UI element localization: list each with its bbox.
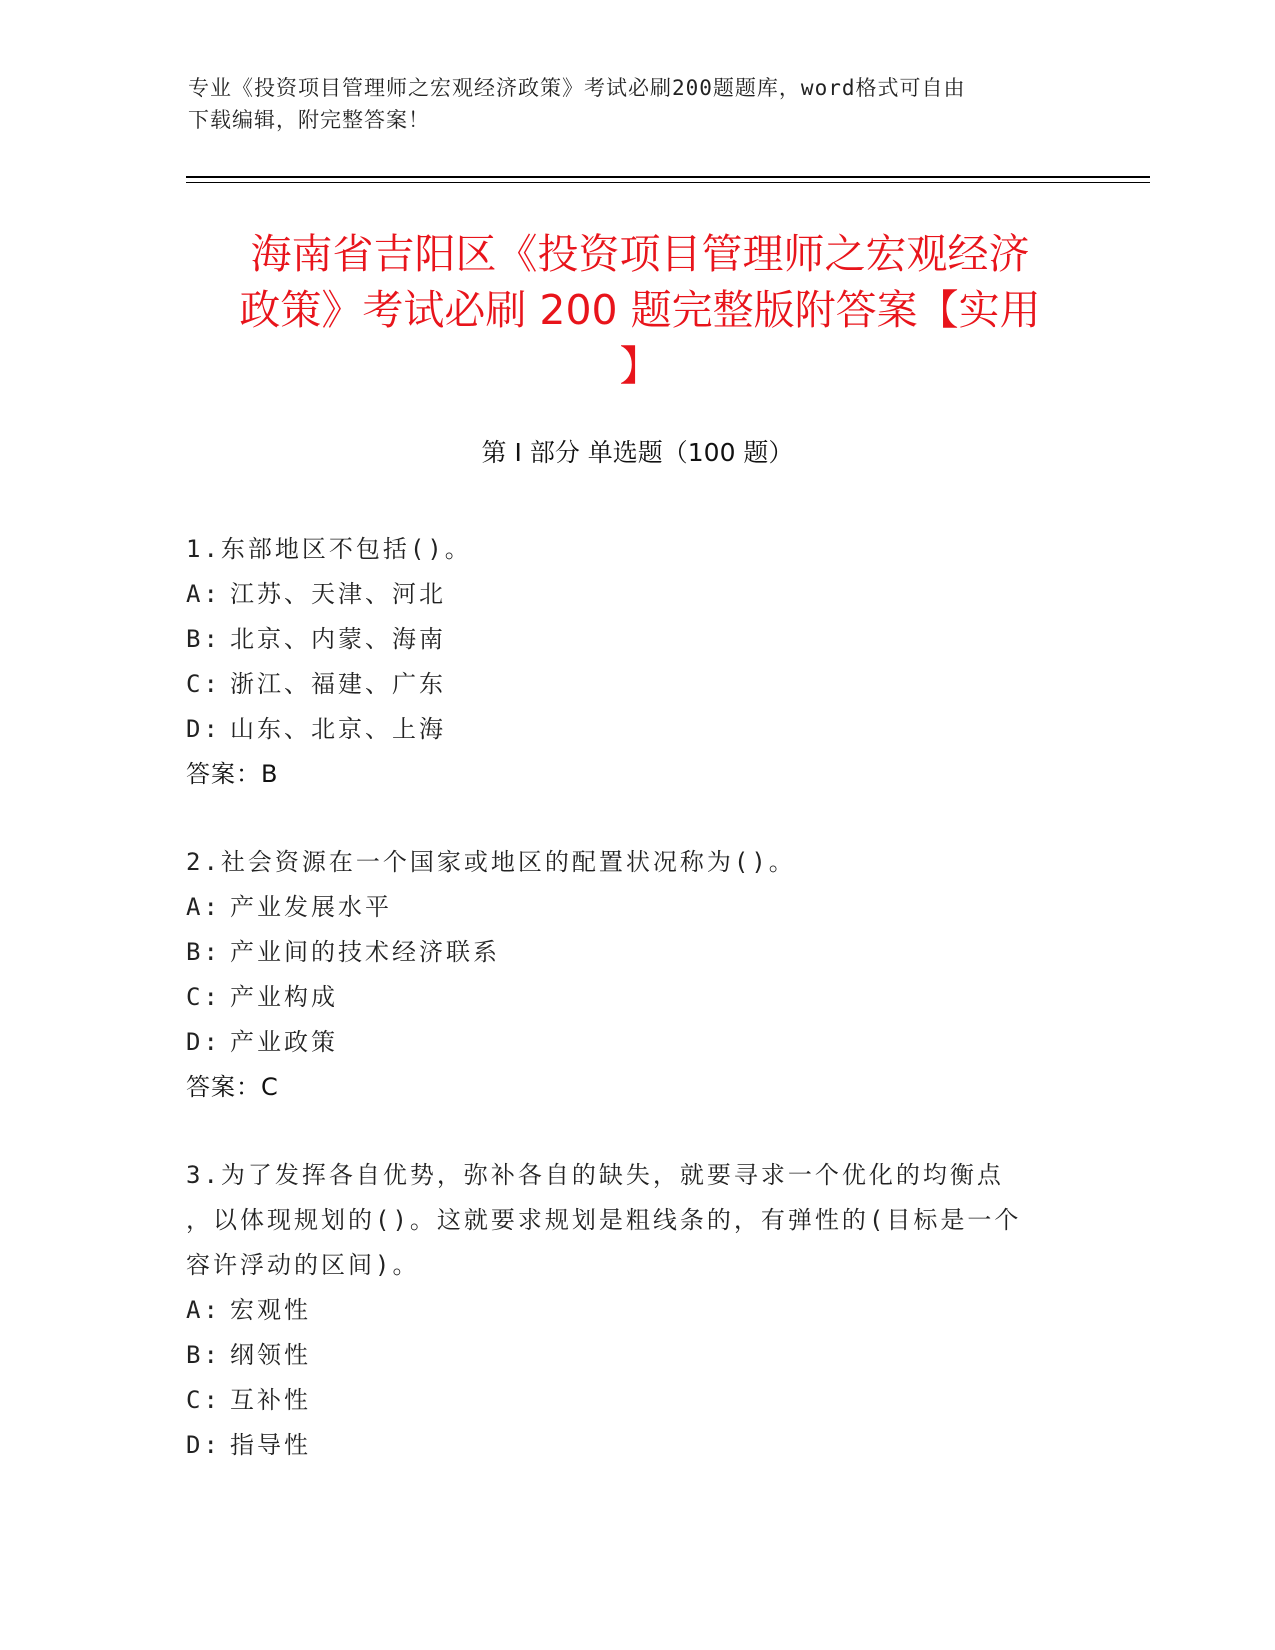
option-letter: B: — [186, 1341, 221, 1369]
option-letter: A: — [186, 580, 221, 608]
answer-line: 答案：B — [186, 760, 279, 788]
question-stem: 1.东部地区不包括()。 — [186, 535, 472, 563]
option-letter: C: — [186, 1386, 221, 1414]
header-divider-thin — [186, 182, 1150, 183]
option-a — [186, 885, 1086, 930]
section-heading: 第 I 部分 单选题（100 题） — [481, 438, 794, 467]
option-c — [186, 975, 1086, 1020]
option-b — [186, 617, 1086, 662]
question-3 — [186, 1153, 1086, 1468]
option-b — [186, 930, 1086, 975]
header-note — [188, 72, 1068, 136]
option-letter: D: — [186, 715, 221, 743]
option-text: 产业构成 — [230, 983, 338, 1011]
question-list — [186, 527, 1086, 1511]
header-divider-thick — [186, 176, 1150, 178]
option-b — [186, 1333, 1086, 1378]
header-note-line1: 专业《投资项目管理师之宏观经济政策》考试必刷200题题库，word格式可自由 — [188, 76, 966, 100]
title-line1: 海南省吉阳区《投资项目管理师之宏观经济 — [250, 230, 1030, 278]
document-title — [196, 226, 1084, 394]
header-note-line2: 下载编辑，附完整答案！ — [188, 108, 430, 132]
option-d — [186, 1423, 1086, 1468]
option-text: 山东、北京、上海 — [230, 715, 446, 743]
option-c — [186, 662, 1086, 707]
option-text: 产业政策 — [230, 1028, 338, 1056]
option-c — [186, 1378, 1086, 1423]
option-text: 北京、内蒙、海南 — [230, 625, 446, 653]
option-text: 江苏、天津、河北 — [230, 580, 446, 608]
title-line2: 政策》考试必刷 200 题完整版附答案【实用 — [239, 286, 1041, 334]
option-a — [186, 572, 1086, 617]
option-d — [186, 1020, 1086, 1065]
option-text: 产业间的技术经济联系 — [230, 938, 500, 966]
option-text: 纲领性 — [230, 1341, 311, 1369]
option-letter: D: — [186, 1431, 221, 1459]
option-letter: A: — [186, 893, 221, 921]
option-text: 指导性 — [230, 1431, 311, 1459]
option-text: 宏观性 — [230, 1296, 311, 1324]
option-letter: B: — [186, 938, 221, 966]
title-line3: 】 — [619, 342, 661, 390]
option-letter: C: — [186, 670, 221, 698]
answer-line: 答案：C — [186, 1073, 279, 1101]
option-text: 产业发展水平 — [230, 893, 392, 921]
option-letter: D: — [186, 1028, 221, 1056]
option-d — [186, 707, 1086, 752]
option-text: 互补性 — [230, 1386, 311, 1414]
option-letter: C: — [186, 983, 221, 1011]
question-stem: 3.为了发挥各自优势，弥补各自的缺失，就要寻求一个优化的均衡点 ，以体现规划的()。这就要求规划是粗线条的，有弹性的(目标是一个 容许浮动的区间)。 — [186, 1161, 1022, 1279]
option-a — [186, 1288, 1086, 1333]
option-letter: B: — [186, 625, 221, 653]
question-2 — [186, 840, 1086, 1110]
option-letter: A: — [186, 1296, 221, 1324]
question-1 — [186, 527, 1086, 797]
question-stem: 2.社会资源在一个国家或地区的配置状况称为()。 — [186, 848, 796, 876]
option-text: 浙江、福建、广东 — [230, 670, 446, 698]
